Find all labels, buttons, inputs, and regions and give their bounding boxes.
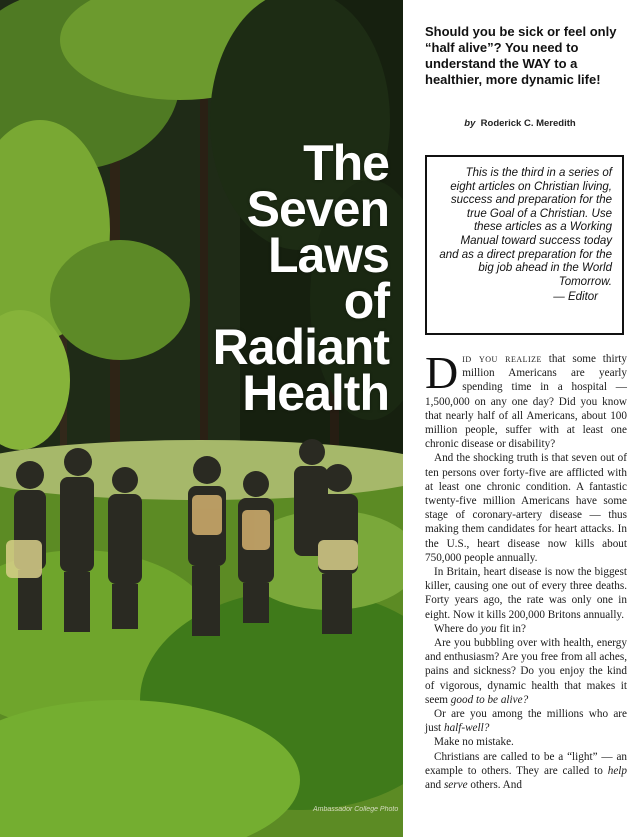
byline-prefix: by bbox=[464, 118, 476, 129]
emphasis: serve bbox=[443, 779, 468, 792]
paragraph: In Britain, heart disease is now the biggest killer, causing one out of every three deaths. Forty years ago, the rate was only one in eight. Now it kills 200,000 Britons annually. bbox=[425, 566, 627, 621]
paragraph-text: Where do bbox=[434, 622, 481, 635]
paragraph: Make no mistake. bbox=[434, 736, 514, 749]
text-column bbox=[413, 0, 635, 837]
paragraph-text: fit in? bbox=[496, 622, 526, 635]
emphasis: help bbox=[607, 764, 627, 777]
byline-author: Roderick C. Meredith bbox=[480, 118, 576, 129]
paragraph-text: and bbox=[425, 779, 444, 792]
title-line: Laws bbox=[267, 227, 389, 283]
paragraph-text: Or are you among the millions who are just bbox=[425, 708, 627, 735]
paragraph bbox=[425, 750, 627, 793]
paragraph bbox=[425, 707, 627, 735]
paragraph: And the shocking truth is that seven out of ten persons over forty-five are afflicted with at least one chronic condition. A fantastic twenty-five million Americans have some stage of coronary-artery disease — thus making them candidates for heart attacks. In the U.S., heart disease now kills about 750,000 people annually. bbox=[425, 452, 627, 564]
title-line: of bbox=[343, 273, 389, 329]
article-title bbox=[149, 135, 389, 421]
emphasis: you bbox=[480, 622, 497, 635]
title-line: Seven bbox=[246, 181, 389, 237]
photo-credit: Ambassador College Photo bbox=[313, 806, 399, 813]
emphasis: good to be alive? bbox=[450, 693, 529, 706]
paragraph bbox=[425, 622, 627, 636]
paragraph bbox=[425, 347, 627, 451]
drop-cap: D bbox=[425, 347, 459, 398]
paragraph-text: that some thirty million Americans are yearly spending time in a hospital — 1,500,000 on any one day? Did you know that nearly half of all Americans, about 100 million people, suffer with at least one chronic disease or disability? bbox=[425, 353, 627, 451]
lead-in: id you realize bbox=[462, 353, 542, 365]
title-line: Health bbox=[242, 365, 389, 421]
title-line: Radiant bbox=[212, 319, 389, 375]
paragraph-text: Christians are called to be a “light” — an example to others. They are called to bbox=[425, 750, 627, 777]
article-body bbox=[425, 347, 627, 792]
paragraph-text: Are you bubbling over with health, energy and enthusiasm? Are you free from all aches, pains and sickness? Do you enjoy the kind of vigorous, dynamic health that makes it seem bbox=[425, 637, 627, 706]
byline bbox=[413, 118, 627, 129]
editor-note-box bbox=[425, 155, 624, 335]
paragraph-text: others. And bbox=[467, 779, 522, 792]
editor-note-text: This is the third in a series of eight articles on Christian living, success and preparation for the true Goal of a Christian. Use these articles as a Working Manual toward success today and as a direct preparation for the big job ahead in the World Tomorrow. bbox=[439, 167, 612, 288]
paragraph bbox=[425, 636, 627, 707]
deck-headline: Should you be sick or feel only “half alive”? You need to understand the WAY to a healthier, more dynamic life! bbox=[425, 24, 617, 87]
emphasis: half-well? bbox=[443, 722, 490, 735]
editor-signature: — Editor bbox=[553, 291, 598, 304]
title-line: The bbox=[303, 135, 389, 191]
